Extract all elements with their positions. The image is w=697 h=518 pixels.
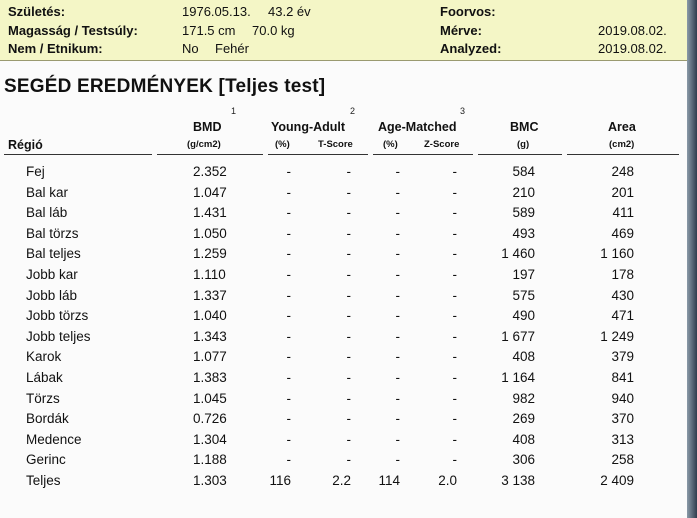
cell-bmc: 3 138: [501, 473, 535, 488]
cell-am-pct: -: [395, 431, 400, 447]
cell-ya-pct: -: [286, 431, 291, 447]
cell-area: 313: [611, 431, 634, 447]
cell-am-z: -: [452, 349, 457, 365]
young-adult-footnote: 2: [350, 106, 356, 116]
cell-am-z: -: [452, 287, 457, 303]
ya-pct-header: (%): [275, 139, 290, 150]
height: 171.5 cm: [182, 23, 236, 38]
cell-am-z: -: [452, 431, 457, 447]
table-row: [0, 205, 687, 225]
table-row: [0, 164, 687, 184]
ethnicity: Fehér: [215, 41, 249, 56]
table-row: [0, 267, 687, 287]
cell-area: 1 160: [600, 246, 634, 262]
cell-bmc: 1 164: [501, 370, 535, 385]
cell-am-z: -: [452, 390, 457, 406]
section-title: SEGÉD EREDMÉNYEK [Teljes test]: [4, 76, 326, 97]
age: 43.2 év: [268, 4, 311, 19]
cell-bmd: 1.077: [193, 349, 227, 365]
bmd-header: BMD: [193, 120, 222, 134]
cell-am-z: -: [452, 328, 457, 344]
cell-region: Törzs: [26, 390, 60, 406]
bmc-unit: (g): [517, 139, 530, 150]
cell-am-z: -: [452, 246, 457, 262]
cell-ya-t: -: [346, 308, 351, 324]
bmc-header: BMC: [510, 120, 539, 134]
cell-ya-pct: -: [286, 225, 291, 241]
cell-am-pct: 114: [378, 473, 400, 488]
cell-bmd: 1.040: [193, 308, 227, 324]
cell-ya-pct: -: [286, 164, 291, 179]
cell-region: Fej: [26, 164, 45, 179]
cell-area: 1 249: [600, 328, 634, 344]
cell-region: Bal teljes: [26, 246, 81, 262]
table-row: [0, 185, 687, 205]
cell-ya-t: -: [346, 246, 351, 262]
cell-bmc: 493: [512, 225, 535, 241]
cell-am-pct: -: [395, 225, 400, 241]
age-matched-footnote: 3: [460, 106, 466, 116]
cell-ya-t: -: [346, 287, 351, 303]
cell-am-pct: -: [395, 390, 400, 406]
table-row: [0, 473, 687, 493]
table-row: [0, 349, 687, 369]
cell-am-pct: -: [395, 164, 400, 179]
cell-area: 2 409: [600, 473, 634, 488]
table-row: [0, 452, 687, 472]
cell-bmc: 306: [512, 452, 535, 468]
cell-ya-t: -: [346, 328, 351, 344]
cell-bmd: 1.343: [193, 328, 227, 344]
cell-bmd: 1.047: [193, 184, 227, 200]
cell-region: Bordák: [26, 411, 69, 427]
table-row: [0, 288, 687, 308]
cell-am-pct: -: [395, 308, 400, 324]
cell-am-pct: -: [395, 411, 400, 427]
cell-am-z: -: [452, 184, 457, 200]
cell-bmd: 1.383: [193, 370, 227, 385]
birth-label: Születés:: [8, 4, 66, 19]
cell-ya-pct: -: [286, 205, 291, 221]
cell-area: 841: [611, 370, 634, 385]
age-matched-underline: [373, 154, 473, 155]
cell-bmc: 1 460: [501, 246, 535, 262]
cell-bmc: 1 677: [501, 328, 535, 344]
cell-area: 248: [611, 164, 634, 179]
birth-date: 1976.05.13.: [182, 4, 251, 19]
cell-ya-t: -: [346, 205, 351, 221]
cell-ya-pct: -: [286, 267, 291, 282]
bmd-unit: (g/cm2): [187, 139, 221, 150]
cell-ya-pct: -: [286, 390, 291, 406]
cell-area: 430: [611, 287, 634, 303]
cell-ya-t: -: [346, 390, 351, 406]
ya-tscore-header: T-Score: [318, 139, 353, 150]
cell-am-pct: -: [395, 287, 400, 303]
cell-ya-pct: -: [286, 411, 291, 427]
cell-am-z: -: [452, 370, 457, 385]
cell-am-z: -: [452, 164, 457, 179]
am-pct-header: (%): [383, 139, 398, 150]
cell-am-pct: -: [395, 370, 400, 385]
cell-am-pct: -: [395, 267, 400, 282]
cell-am-pct: -: [395, 452, 400, 468]
cell-area: 411: [612, 205, 634, 221]
cell-ya-pct: -: [286, 349, 291, 365]
cell-ya-pct: 116: [269, 473, 291, 488]
measured-date: 2019.08.02.: [598, 23, 667, 38]
cell-region: Jobb kar: [26, 267, 78, 282]
cell-ya-pct: -: [286, 452, 291, 468]
cell-area: 201: [611, 184, 634, 200]
cell-ya-t: -: [346, 267, 351, 282]
cell-bmd: 1.431: [193, 205, 227, 221]
young-adult-underline: [268, 154, 368, 155]
cell-bmd: 1.303: [193, 473, 227, 488]
cell-bmc: 575: [512, 287, 535, 303]
cell-region: Medence: [26, 431, 82, 447]
cell-region: Bal láb: [26, 205, 68, 221]
table-row: [0, 432, 687, 452]
cell-ya-pct: -: [286, 184, 291, 200]
cell-ya-t: 2.2: [332, 473, 351, 488]
cell-am-z: 2.0: [438, 473, 457, 488]
cell-bmc: 490: [512, 308, 535, 324]
cell-am-pct: -: [395, 184, 400, 200]
cell-am-z: -: [452, 205, 457, 221]
area-header: Area: [608, 120, 636, 134]
cell-ya-pct: -: [286, 370, 291, 385]
table-row: [0, 411, 687, 431]
cell-ya-t: -: [346, 349, 351, 365]
cell-bmd: 1.110: [193, 267, 226, 282]
measured-label: Mérve:: [440, 23, 482, 38]
cell-am-pct: -: [395, 328, 400, 344]
table-row: [0, 308, 687, 328]
cell-am-z: -: [452, 308, 457, 324]
cell-am-z: -: [452, 452, 457, 468]
cell-region: Gerinc: [26, 452, 66, 468]
cell-area: 471: [611, 308, 634, 324]
cell-region: Karok: [26, 349, 62, 365]
sex: No: [182, 41, 199, 56]
cell-ya-t: -: [346, 431, 351, 447]
cell-ya-t: -: [346, 225, 351, 241]
region-underline: [4, 154, 152, 155]
cell-bmc: 584: [512, 164, 535, 179]
cell-bmd: 1.259: [193, 246, 227, 262]
young-adult-header: Young-Adult: [271, 120, 346, 134]
cell-bmc: 408: [512, 349, 535, 365]
cell-bmc: 982: [512, 390, 535, 406]
age-matched-header: Age-Matched: [378, 120, 457, 134]
cell-am-pct: -: [395, 246, 400, 262]
cell-region: Lábak: [26, 370, 63, 385]
doctor-label: Foorvos:: [440, 4, 496, 19]
table-row: [0, 329, 687, 349]
weight: 70.0 kg: [252, 23, 295, 38]
cell-bmd: 1.188: [193, 452, 227, 468]
table-row: [0, 246, 687, 266]
cell-ya-t: -: [346, 370, 351, 385]
cell-ya-t: -: [346, 184, 351, 200]
cell-ya-pct: -: [286, 328, 291, 344]
cell-am-z: -: [452, 267, 457, 282]
am-zscore-header: Z-Score: [424, 139, 460, 150]
cell-area: 469: [611, 225, 634, 241]
cell-region: Jobb törzs: [26, 308, 89, 324]
table-row: [0, 226, 687, 246]
area-unit: (cm2): [609, 139, 635, 150]
cell-area: 379: [611, 349, 634, 365]
cell-region: Teljes: [26, 473, 61, 488]
cell-bmc: 589: [512, 205, 535, 221]
cell-ya-t: -: [346, 411, 351, 427]
cell-region: Jobb teljes: [26, 328, 91, 344]
cell-ya-pct: -: [286, 287, 291, 303]
area-underline: [567, 154, 679, 155]
cell-bmc: 210: [512, 184, 535, 200]
region-header: Régió: [8, 138, 43, 152]
cell-bmc: 197: [512, 267, 535, 282]
bmd-underline: [157, 154, 263, 155]
sex-ethnicity-label: Nem / Etnikum:: [8, 41, 103, 56]
table-row: [0, 391, 687, 411]
cell-am-z: -: [452, 411, 457, 427]
cell-bmd: 1.337: [193, 287, 227, 303]
analyzed-label: Analyzed:: [440, 41, 502, 56]
cell-bmc: 269: [512, 411, 535, 427]
cell-bmd: 1.050: [193, 225, 227, 241]
cell-ya-t: -: [346, 452, 351, 468]
cell-region: Bal törzs: [26, 225, 79, 241]
height-weight-label: Magasság / Testsúly:: [8, 23, 138, 38]
cell-bmc: 408: [512, 431, 535, 447]
bmd-footnote: 1: [231, 106, 237, 116]
bmc-underline: [478, 154, 562, 155]
patient-header: [0, 0, 687, 61]
cell-area: 258: [611, 452, 634, 468]
cell-am-pct: -: [395, 349, 400, 365]
cell-ya-pct: -: [286, 246, 291, 262]
cell-bmd: 2.352: [193, 164, 227, 179]
analyzed-date: 2019.08.02.: [598, 41, 667, 56]
cell-region: Bal kar: [26, 184, 69, 200]
cell-bmd: 1.045: [193, 390, 227, 406]
cell-area: 178: [611, 267, 634, 282]
cell-am-pct: -: [395, 205, 400, 221]
cell-am-z: -: [452, 225, 457, 241]
cell-area: 370: [611, 411, 634, 427]
page-edge: [687, 0, 697, 518]
cell-area: 940: [611, 390, 634, 406]
cell-region: Jobb láb: [26, 287, 78, 303]
cell-bmd: 1.304: [193, 431, 227, 447]
cell-ya-pct: -: [286, 308, 291, 324]
cell-ya-t: -: [346, 164, 351, 179]
table-row: [0, 370, 687, 390]
cell-bmd: 0.726: [193, 411, 227, 427]
